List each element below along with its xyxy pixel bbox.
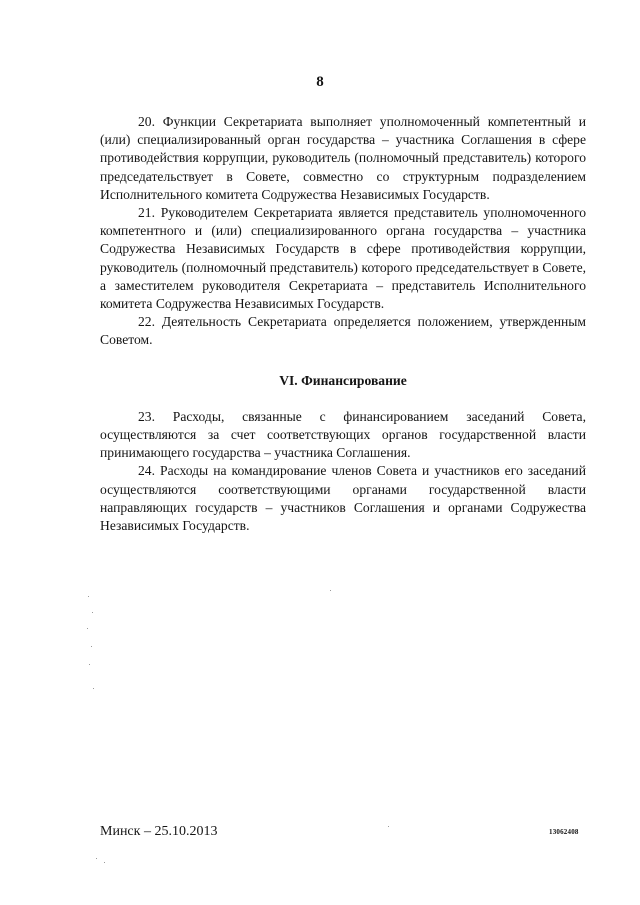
paragraph-20: 20. Функции Секретариата выполняет уполномоченный компетентный и (или) специализированный орган государства – участника Соглашения в сфере противодействия коррупции, руководитель (полномочный представитель) которого председательствует в Совете, совместно со структурным подразделением Исполнительного комитета Содружества Независимых Государств. xyxy=(100,114,586,202)
paragraph-23: 23. Расходы, связанные с финансированием заседаний Совета, осуществляются за счет соответствующих органов государственной власти принимающего государства – участника Соглашения. xyxy=(100,408,586,461)
paragraph-24: 24. Расходы на командирование членов Совета и участников его заседаний осуществляются соответствующими органами государственной власти направляющих государств – участников Соглашения и органами Содружества Независимых Государств. xyxy=(100,463,586,534)
section-heading: VI. Финансирование xyxy=(279,372,407,388)
paragraph-21: 21. Руководителем Секретариата является представитель уполномоченного компетентного и (или) специализированного органа государства – участника Содружества Независимых Государств в сфере противодействия коррупции, руководитель (полномочный представитель) которого председательствует в Совете, а заместителем руководителя Секретариата – представитель Исполнительного комитета Содружества Независимых Государств. xyxy=(100,205,586,312)
paragraph-22: 22. Деятельность Секретариата определяется положением, утвержденным Советом. xyxy=(100,314,586,348)
page-number: 8 xyxy=(316,74,324,90)
footer-place-date: Минск – 25.10.2013 xyxy=(100,824,218,839)
footer-document-code: 13062408 xyxy=(549,828,579,836)
document-body xyxy=(100,113,586,535)
